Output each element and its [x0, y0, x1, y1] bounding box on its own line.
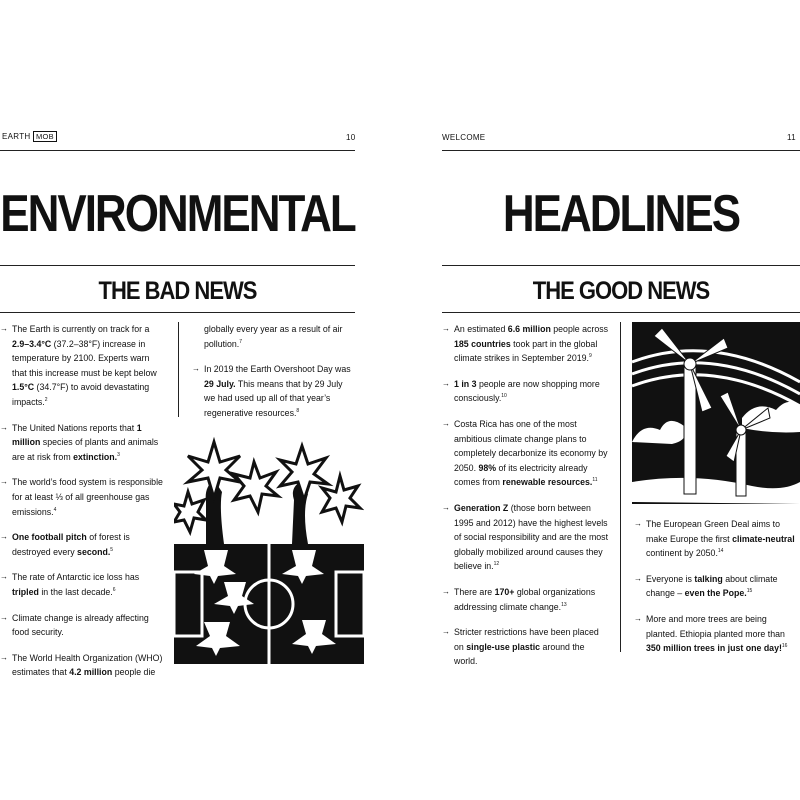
rule-top-left: [0, 150, 355, 151]
running-head-right: WELCOME: [442, 133, 486, 142]
page-number-right: 11: [787, 133, 796, 142]
running-head-earth: EARTH: [2, 132, 31, 141]
bad-news-illustration: [174, 432, 364, 664]
good-news-item-text: Generation Z (those born between 1995 and 2012) have the highest levels of social responsibility and are the most globally mobilized around causes they believe in.$^{12}$: [454, 502, 609, 572]
arrow-icon: →: [0, 477, 8, 487]
good-news-list-col1: [442, 322, 610, 680]
arrow-icon: →: [0, 612, 8, 622]
arrow-icon: →: [442, 586, 450, 596]
arrow-icon: →: [442, 627, 450, 637]
headline-right: HEADLINES: [502, 185, 740, 243]
bad-news-item: [0, 421, 165, 465]
arrow-icon: →: [634, 573, 642, 583]
bad-news-list-col1: [0, 322, 165, 691]
bad-news-item-text: In 2019 the Earth Overshoot Day was 29 July. This means that by 29 July we had used up all of that year’s regenerative resources.$^8$: [204, 364, 351, 418]
bad-news-item-text: One football pitch of forest is destroyed every second.$^5$: [12, 532, 130, 557]
good-news-item: [442, 585, 610, 614]
bad-news-item-text: The World Health Organization (WHO) estimates that 4.2 million people die: [12, 652, 163, 678]
page-number-left: 10: [346, 133, 356, 142]
good-news-item: [634, 612, 800, 656]
section-title-bad-news: THE BAD NEWS: [98, 276, 257, 305]
rule-bottom-left: [0, 312, 355, 313]
bad-news-item-text: The rate of Antarctic ice loss has tripled in the last decade.$^6$: [12, 572, 140, 597]
bad-news-item: [0, 475, 165, 519]
arrow-icon: →: [0, 422, 8, 432]
good-news-item: [442, 625, 610, 669]
arrow-icon: →: [0, 572, 8, 582]
rule-mid-left: [0, 265, 355, 266]
arrow-icon: →: [442, 324, 450, 333]
good-news-item: [442, 322, 610, 366]
good-news-item-text: Costa Rica has one of the most ambitious climate change plans to completely decarbonize its economy by 2050. 98% of its electricity already comes from renewable resources.$^{11}$: [454, 418, 608, 488]
arrow-icon: →: [0, 652, 8, 662]
good-news-item: [634, 572, 800, 601]
rule-mid-right: [442, 265, 800, 266]
bad-news-item-text: Climate change is already affecting food security.: [12, 612, 149, 638]
arrow-icon: →: [442, 378, 450, 388]
running-head-mob: MOB: [33, 131, 57, 142]
good-news-item-text: The European Green Deal aims to make Europe the first climate-neutral continent by 2050.14: [646, 519, 795, 559]
bad-news-item: [192, 362, 352, 420]
bad-news-item: [0, 570, 165, 599]
arrow-icon: →: [442, 502, 450, 512]
arrow-icon: →: [192, 364, 200, 374]
good-news-item: [634, 517, 800, 561]
good-news-item-text: There are 170+ global organizations addressing climate change.$^{13}$: [454, 586, 596, 612]
bad-news-item: [0, 611, 165, 640]
rule-bottom-right: [442, 312, 800, 313]
good-news-item: [442, 417, 610, 490]
bad-news-item: [0, 322, 165, 410]
arrow-icon: →: [0, 324, 8, 333]
running-head-left: [2, 132, 57, 141]
arrow-icon: →: [634, 613, 642, 623]
good-news-item-text: Everyone is talking about climate change – even the Pope.$^{15}$: [646, 573, 778, 599]
good-news-item: [442, 501, 610, 574]
bad-news-list-col2: [192, 322, 352, 432]
good-news-item: [442, 377, 610, 406]
bad-news-item-text: The world’s food system is responsible for at least ⅓ of all greenhouse gas emissions.$^4$: [12, 477, 163, 517]
good-news-item-text: 1 in 3 people are now shopping more consciously.$^{10}$: [454, 378, 600, 404]
good-news-item-text: More and more trees are being planted. Ethiopia planted more than 350 million trees in just one day!$^{16}$: [646, 613, 788, 654]
column-rule-left: [178, 322, 179, 417]
good-news-list-col2: [634, 517, 800, 667]
bad-news-item-text: The Earth is currently on track for a 2.9–3.4°C (37.2–38°F) increase in temperature by 2100. Experts warn that this increase must be kept below 1.5°C (34.7°F) to avoid devastating impacts.$^2$: [12, 324, 157, 407]
bad-news-item-text: The United Nations reports that 1 million species of plants and animals are at risk from extinction.$^3$: [12, 422, 159, 462]
good-news-item-text: An estimated 6.6 million people across 185 countries took part in the global climate strikes in September 2019.$^9$: [454, 324, 609, 364]
arrow-icon: →: [0, 532, 8, 542]
rule-top-right: [442, 150, 800, 151]
good-news-item-text: Stricter restrictions have been placed on single-use plastic around the world.: [454, 627, 599, 667]
bad-news-item: [0, 530, 165, 559]
arrow-icon: →: [634, 519, 642, 528]
good-news-illustration: [632, 322, 800, 504]
column-rule-right: [620, 322, 621, 652]
bad-news-item: [0, 651, 165, 680]
bad-news-item: [192, 322, 352, 351]
arrow-icon: →: [442, 418, 450, 428]
section-title-good-news: THE GOOD NEWS: [532, 276, 710, 305]
headline-left: ENVIRONMENTAL: [0, 185, 355, 243]
bad-news-item-text: globally every year as a result of air pollution.$^7$: [204, 324, 343, 349]
